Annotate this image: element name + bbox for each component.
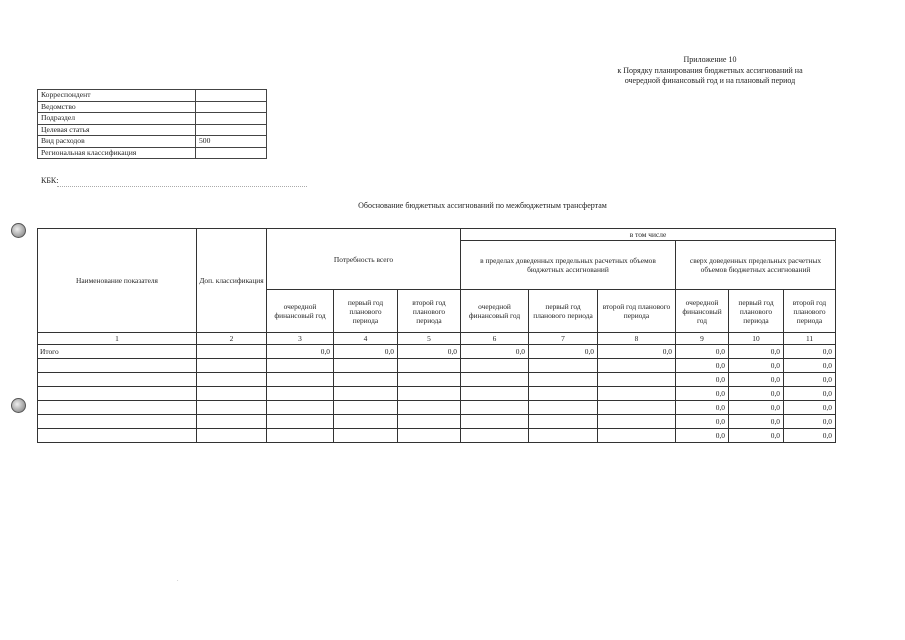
scan-mark: . — [177, 577, 179, 583]
header-year1: первый год планового периода — [529, 290, 598, 333]
table-cell — [461, 415, 529, 429]
column-number: 2 — [197, 333, 267, 345]
info-row — [38, 90, 267, 102]
column-number: 8 — [598, 333, 676, 345]
table-cell — [398, 359, 461, 373]
info-row — [38, 101, 267, 113]
table-row — [38, 373, 836, 387]
table-cell — [38, 387, 197, 401]
info-row — [38, 113, 267, 125]
table-cell — [267, 401, 334, 415]
table-cell: 0,0 — [676, 387, 729, 401]
header-year1: первый год планового периода — [729, 290, 784, 333]
info-value: 500 — [196, 136, 267, 148]
table-cell — [267, 373, 334, 387]
table-cell — [398, 387, 461, 401]
info-value — [196, 113, 267, 125]
table-cell: 0,0 — [398, 345, 461, 359]
info-label: Региональная классификация — [38, 147, 196, 159]
table-row — [38, 401, 836, 415]
table-cell — [398, 429, 461, 443]
info-row — [38, 136, 267, 148]
appendix-line2: к Порядку планирования бюджетных ассигнований на — [617, 65, 803, 75]
table-cell — [38, 415, 197, 429]
table-cell: 0,0 — [676, 429, 729, 443]
table-cell: 0,0 — [729, 359, 784, 373]
table-cell — [334, 415, 398, 429]
table-cell: 0,0 — [729, 387, 784, 401]
table-cell: 0,0 — [729, 415, 784, 429]
table-cell — [197, 429, 267, 443]
table-cell: 0,0 — [461, 345, 529, 359]
table-cell — [38, 373, 197, 387]
table-cell — [461, 359, 529, 373]
column-number: 7 — [529, 333, 598, 345]
info-value — [196, 101, 267, 113]
header-within-limits: в пределах доведенных предельных расчетных объемов бюджетных ассигнований — [461, 241, 676, 290]
table-cell — [598, 429, 676, 443]
table-cell — [267, 359, 334, 373]
table-cell — [267, 387, 334, 401]
header-beyond-limits: сверх доведенных предельных расчетных объемов бюджетных ассигнований — [676, 241, 836, 290]
table-cell — [334, 429, 398, 443]
info-label: Корреспондент — [38, 90, 196, 102]
table-cell — [529, 401, 598, 415]
table-cell — [598, 401, 676, 415]
info-label: Целевая статья — [38, 124, 196, 136]
info-label: Ведомство — [38, 101, 196, 113]
allocations-table — [37, 228, 836, 443]
table-cell — [267, 429, 334, 443]
table-row — [38, 345, 836, 359]
info-value — [196, 90, 267, 102]
column-number: 1 — [38, 333, 197, 345]
binder-hole-icon — [11, 398, 26, 413]
total-label: Итого — [38, 345, 197, 359]
table-cell — [529, 415, 598, 429]
table-cell — [267, 415, 334, 429]
table-cell — [334, 401, 398, 415]
table-cell: 0,0 — [676, 373, 729, 387]
binder-hole-icon — [11, 223, 26, 238]
info-value — [196, 147, 267, 159]
header-year2: второй год планового периода — [598, 290, 676, 333]
table-cell: 0,0 — [729, 429, 784, 443]
table-cell — [598, 373, 676, 387]
info-table — [37, 89, 267, 159]
column-number: 9 — [676, 333, 729, 345]
table-cell — [598, 415, 676, 429]
table-cell — [529, 387, 598, 401]
column-number: 11 — [784, 333, 836, 345]
table-cell: 0,0 — [784, 345, 836, 359]
header-year2: второй год планового периода — [784, 290, 836, 333]
table-cell: 0,0 — [676, 415, 729, 429]
column-numbers-row — [38, 333, 836, 345]
column-number: 3 — [267, 333, 334, 345]
info-row — [38, 147, 267, 159]
table-cell: 0,0 — [729, 345, 784, 359]
table-cell — [461, 429, 529, 443]
column-number: 6 — [461, 333, 529, 345]
table-cell: 0,0 — [267, 345, 334, 359]
header-need: Потребность всего — [267, 229, 461, 290]
table-cell — [598, 387, 676, 401]
kbk-value-line — [57, 186, 307, 187]
table-cell — [461, 373, 529, 387]
info-value — [196, 124, 267, 136]
table-cell — [398, 373, 461, 387]
header-year2: второй год планового периода — [398, 290, 461, 333]
table-row — [38, 359, 836, 373]
table-cell — [38, 401, 197, 415]
header-year0: очередной финансовый год — [676, 290, 729, 333]
table-cell: 0,0 — [784, 401, 836, 415]
table-cell — [38, 359, 197, 373]
table-cell: 0,0 — [598, 345, 676, 359]
info-label: Подраздел — [38, 113, 196, 125]
header-year0: очередной финансовый год — [461, 290, 529, 333]
table-cell — [334, 359, 398, 373]
column-number: 4 — [334, 333, 398, 345]
document-title: Обоснование бюджетных ассигнований по межбюджетным трансфертам — [358, 201, 607, 210]
column-number: 10 — [729, 333, 784, 345]
table-cell: 0,0 — [729, 401, 784, 415]
column-number: 5 — [398, 333, 461, 345]
table-cell — [197, 401, 267, 415]
table-cell — [197, 359, 267, 373]
table-cell — [529, 429, 598, 443]
table-cell — [197, 387, 267, 401]
appendix-title: Приложение 10 — [683, 55, 737, 64]
table-cell — [461, 401, 529, 415]
table-cell — [529, 373, 598, 387]
header-name: Наименование показателя — [38, 229, 197, 333]
table-cell — [197, 345, 267, 359]
table-cell: 0,0 — [784, 429, 836, 443]
header-dop: Доп. классификация — [197, 229, 267, 333]
table-cell — [334, 373, 398, 387]
kbk-label: КБК: — [41, 176, 59, 185]
table-cell: 0,0 — [784, 373, 836, 387]
table-cell: 0,0 — [784, 415, 836, 429]
table-cell — [398, 401, 461, 415]
table-cell: 0,0 — [676, 359, 729, 373]
appendix-header — [580, 55, 840, 87]
table-cell: 0,0 — [529, 345, 598, 359]
table-cell: 0,0 — [784, 387, 836, 401]
header-including: в том числе — [461, 229, 836, 241]
header-year1: первый год планового периода — [334, 290, 398, 333]
table-cell — [197, 373, 267, 387]
table-cell — [598, 359, 676, 373]
info-row — [38, 124, 267, 136]
table-cell — [461, 387, 529, 401]
table-row — [38, 387, 836, 401]
header-year0: очередной финансовый год — [267, 290, 334, 333]
table-cell: 0,0 — [676, 401, 729, 415]
table-cell — [38, 429, 197, 443]
table-cell — [398, 415, 461, 429]
table-cell: 0,0 — [334, 345, 398, 359]
table-cell — [334, 387, 398, 401]
appendix-line3: очередной финансовый год и на плановый период — [624, 76, 796, 85]
table-row — [38, 429, 836, 443]
info-label: Вид расходов — [38, 136, 196, 148]
table-cell — [529, 359, 598, 373]
table-row — [38, 415, 836, 429]
table-cell: 0,0 — [729, 373, 784, 387]
table-cell: 0,0 — [784, 359, 836, 373]
table-cell — [197, 415, 267, 429]
table-cell: 0,0 — [676, 345, 729, 359]
